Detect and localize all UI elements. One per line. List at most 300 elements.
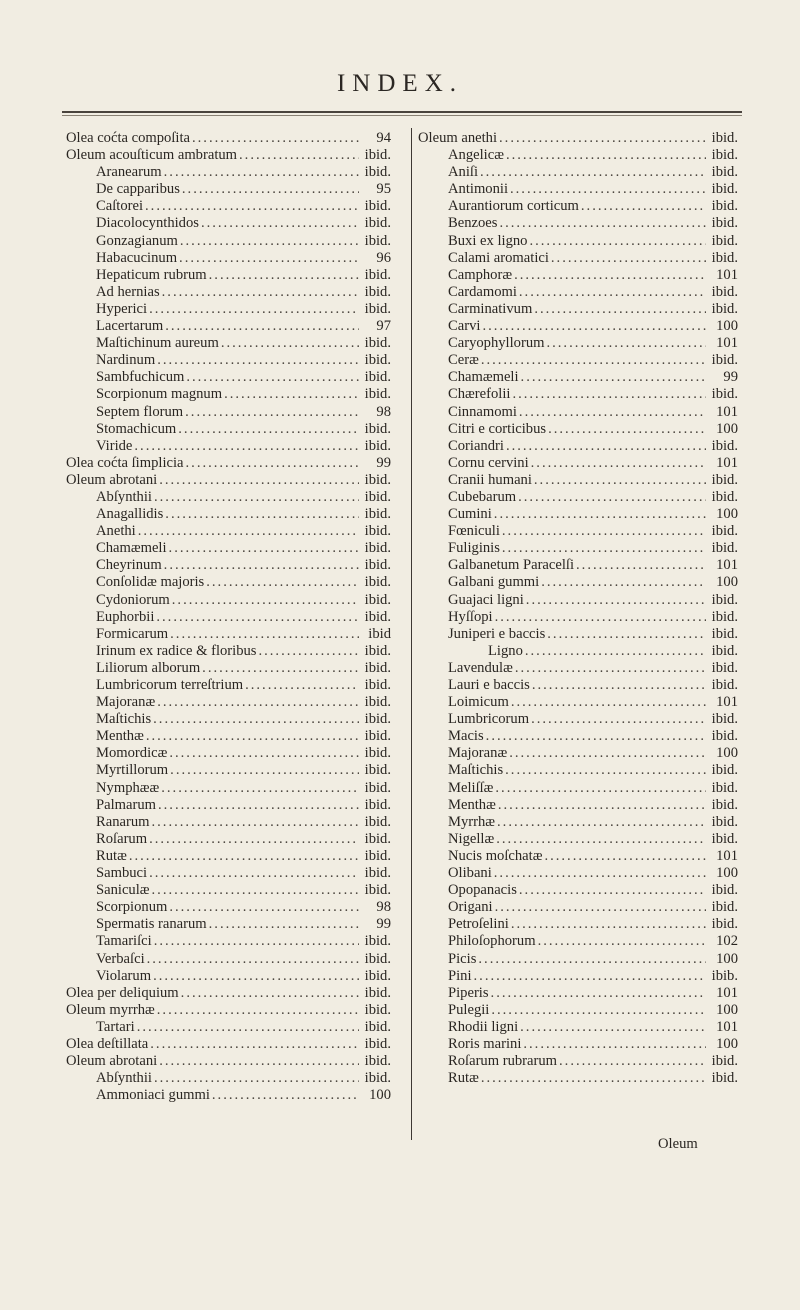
entry-name: Oleum anethi — [418, 130, 498, 146]
entry-name: Cinnamomi — [448, 403, 517, 420]
entry-name: Rhodii ligni — [448, 1018, 519, 1035]
entry-name: Myrrhæ — [448, 813, 496, 830]
index-entry — [418, 711, 738, 728]
index-entry — [418, 1019, 738, 1036]
entry-name: Picis — [448, 950, 477, 967]
entry-page: ibid. — [711, 608, 738, 625]
index-entry — [66, 523, 391, 540]
leader-dots — [531, 711, 706, 728]
entry-page: ibid. — [711, 540, 738, 557]
leader-dots — [161, 780, 359, 797]
index-entry — [418, 164, 738, 181]
entry-name: Aniſi — [448, 164, 478, 181]
index-entry — [66, 831, 391, 848]
leader-dots — [519, 284, 706, 301]
leader-dots — [532, 677, 706, 694]
index-entry — [66, 267, 391, 284]
entry-page: ibid. — [364, 523, 391, 540]
index-entry — [66, 660, 391, 677]
entry-page: ibid. — [711, 796, 738, 813]
entry-page: ibid. — [711, 249, 738, 266]
index-entry — [66, 557, 391, 574]
leader-dots — [156, 609, 359, 626]
entry-name: Viride — [96, 437, 133, 454]
leader-dots — [496, 831, 706, 848]
leader-dots — [157, 694, 359, 711]
index-entry — [418, 215, 738, 232]
entry-page: 98 — [376, 899, 391, 916]
entry-page: ibid. — [711, 1070, 738, 1087]
index-entry — [66, 592, 391, 609]
entry-page: ibid. — [364, 540, 391, 557]
entry-name: Aranearum — [96, 164, 162, 181]
leader-dots — [474, 968, 706, 985]
entry-page: ibid. — [711, 386, 738, 403]
entry-page: 95 — [376, 181, 391, 198]
leader-dots — [576, 557, 706, 574]
leader-dots — [149, 301, 359, 318]
leader-dots — [180, 233, 359, 250]
leader-dots — [506, 438, 706, 455]
entry-page: ibid. — [364, 232, 391, 249]
index-entry — [418, 540, 738, 557]
entry-page: ibid. — [364, 1035, 391, 1052]
entry-page: ibid. — [364, 728, 391, 745]
entry-name: Hyperici — [96, 300, 148, 317]
leader-dots — [544, 848, 706, 865]
entry-name: Sambfuchicum — [96, 369, 185, 386]
leader-dots — [209, 267, 359, 284]
entry-page: 97 — [376, 318, 391, 335]
leader-dots — [548, 421, 706, 438]
catchword: Oleum — [658, 1136, 698, 1152]
leader-dots — [146, 728, 359, 745]
leader-dots — [478, 951, 706, 968]
entry-page: ibid. — [364, 1053, 391, 1070]
index-entry — [66, 899, 391, 916]
entry-page: 101 — [716, 403, 738, 420]
leader-dots — [526, 592, 706, 609]
entry-name: Aurantiorum corticum — [448, 198, 579, 215]
entry-page: 100 — [716, 318, 738, 335]
entry-name: Septem florum — [96, 403, 184, 420]
leader-dots — [149, 865, 359, 882]
index-entry — [66, 951, 391, 968]
leader-dots — [515, 660, 706, 677]
index-entry — [66, 455, 391, 472]
entry-name: Nardinum — [96, 352, 156, 369]
leader-dots — [134, 438, 359, 455]
index-entry — [418, 592, 738, 609]
leader-dots — [178, 421, 359, 438]
leader-dots — [494, 865, 706, 882]
entry-name: Liliorum alborum — [96, 659, 201, 676]
entry-page: ibid. — [711, 762, 738, 779]
entry-page: ibid. — [711, 830, 738, 847]
entry-page: ibid. — [711, 899, 738, 916]
index-entry — [418, 335, 738, 352]
entry-name: Philoſophorum — [448, 933, 536, 950]
entry-page: ibid. — [364, 813, 391, 830]
index-entry — [418, 728, 738, 745]
entry-name: Euphorbii — [96, 608, 155, 625]
index-entry — [66, 728, 391, 745]
entry-name: Galbanetum Paracelſi — [448, 557, 575, 574]
entry-page: 99 — [376, 454, 391, 471]
entry-page: ibid. — [364, 659, 391, 676]
index-entry — [418, 318, 738, 335]
entry-name: Roris marini — [448, 1035, 522, 1052]
leader-dots — [209, 916, 359, 933]
entry-name: Scorpionum magnum — [96, 386, 223, 403]
leader-dots — [169, 540, 359, 557]
entry-page: ibid. — [364, 642, 391, 659]
leader-dots — [202, 660, 359, 677]
leader-dots — [486, 728, 706, 745]
entry-page: ibid. — [364, 830, 391, 847]
entry-name: Anethi — [96, 523, 136, 540]
entry-page: ibid. — [364, 335, 391, 352]
leader-dots — [520, 1019, 706, 1036]
entry-page: ibid. — [364, 967, 391, 984]
index-entry — [418, 489, 738, 506]
entry-name: Lumbricorum — [448, 711, 530, 728]
leader-dots — [491, 1002, 706, 1019]
index-entry — [66, 711, 391, 728]
index-entry — [418, 848, 738, 865]
leader-dots — [480, 164, 706, 181]
entry-page: 100 — [716, 506, 738, 523]
index-entry — [66, 489, 391, 506]
entry-page: 102 — [716, 933, 738, 950]
entry-page: 101 — [716, 335, 738, 352]
entry-name: Conſolidæ majoris — [96, 574, 205, 591]
index-entry — [418, 882, 738, 899]
leader-dots — [481, 352, 706, 369]
entry-name: Scorpionum — [96, 899, 168, 916]
entry-page: ibid. — [711, 642, 738, 659]
entry-name: Rutæ — [448, 1070, 479, 1087]
entry-page: ibid. — [364, 1001, 391, 1018]
entry-page: ibid. — [364, 950, 391, 967]
entry-page: ibid. — [364, 420, 391, 437]
entry-page: ibid. — [711, 437, 738, 454]
entry-page: 98 — [376, 403, 391, 420]
entry-name: Carminativum — [448, 300, 533, 317]
leader-dots — [212, 1087, 359, 1104]
entry-page: ibid. — [364, 386, 391, 403]
entry-name: Galbani gummi — [448, 574, 540, 591]
entry-name: Pini — [448, 967, 472, 984]
entry-page: ibid. — [711, 181, 738, 198]
leader-dots — [165, 506, 359, 523]
entry-name: Lavendulæ — [448, 659, 513, 676]
leader-dots — [170, 762, 359, 779]
column-divider — [411, 128, 412, 1140]
index-entry — [66, 762, 391, 779]
entry-page: ibid. — [364, 1018, 391, 1035]
entry-name: Nigellæ — [448, 830, 495, 847]
entry-page: ibid. — [711, 471, 738, 488]
entry-name: Ammoniaci gummi — [96, 1087, 210, 1104]
entry-name: Petroſelini — [448, 916, 509, 933]
entry-page: ibid. — [364, 574, 391, 591]
entry-name: Tamariſci — [96, 933, 152, 950]
index-entry — [418, 831, 738, 848]
leader-dots — [534, 472, 706, 489]
entry-name: Opopanacis — [448, 882, 517, 899]
entry-name: Cardamomi — [448, 283, 517, 300]
entry-page: ibid. — [364, 847, 391, 864]
leader-dots — [138, 523, 359, 540]
index-entry — [418, 352, 738, 369]
index-entry — [418, 985, 738, 1002]
entry-name: Menthæ — [96, 728, 144, 745]
entry-name: Roſarum — [96, 830, 148, 847]
index-entry — [66, 609, 391, 626]
entry-name: Palmarum — [96, 796, 156, 813]
index-entry — [418, 1070, 738, 1087]
entry-page: ibid. — [711, 130, 738, 146]
entry-name: Chamæmeli — [448, 369, 519, 386]
leader-dots — [185, 404, 359, 421]
entry-page: 100 — [716, 865, 738, 882]
leader-dots — [150, 1036, 359, 1053]
index-entry — [418, 643, 738, 660]
entry-page: ibid. — [364, 215, 391, 232]
entry-name: Irinum ex radice & floribus — [96, 642, 257, 659]
leader-dots — [547, 626, 706, 643]
entry-name: Olea coćta ſimplicia — [66, 454, 184, 471]
index-entry — [418, 369, 738, 386]
entry-page: ibid. — [711, 677, 738, 693]
entry-name: Origani — [448, 899, 493, 916]
index-entry — [66, 438, 391, 455]
entry-name: Oleum abrotani — [66, 471, 158, 488]
entry-name: Lauri e baccis — [448, 677, 530, 693]
entry-page: ibid. — [364, 677, 391, 693]
entry-name: Momordicæ — [96, 745, 168, 762]
index-entry — [418, 523, 738, 540]
index-entry — [66, 694, 391, 711]
entry-page: 100 — [716, 745, 738, 762]
leader-dots — [519, 882, 706, 899]
entry-page: ibid. — [364, 608, 391, 625]
entry-name: Abſynthii — [96, 488, 152, 505]
index-entry — [66, 352, 391, 369]
leader-dots — [523, 1036, 706, 1053]
leader-dots — [157, 352, 359, 369]
entry-name: Anagallidis — [96, 506, 164, 523]
entry-name: Calami aromatici — [448, 249, 549, 266]
entry-name: Ligno — [488, 642, 523, 659]
entry-name: Rutæ — [96, 847, 127, 864]
index-entry — [418, 421, 738, 438]
entry-name: Olea coćta compoſita — [66, 130, 190, 146]
leader-dots — [169, 899, 359, 916]
entry-page: 99 — [376, 916, 391, 933]
leader-dots — [258, 643, 359, 660]
entry-name: Oleum myrrhæ — [66, 1001, 155, 1018]
index-entry — [418, 968, 738, 985]
index-entry — [66, 130, 391, 147]
entry-name: Cheyrinum — [96, 557, 162, 574]
entry-page: ibid. — [364, 198, 391, 215]
entry-name: Maſtichis — [448, 762, 504, 779]
entry-page: 101 — [716, 694, 738, 711]
leader-dots — [186, 369, 359, 386]
entry-page: ibid. — [364, 506, 391, 523]
leader-dots — [157, 1002, 359, 1019]
index-entry — [66, 1053, 391, 1070]
entry-name: Fœniculi — [448, 523, 500, 540]
leader-dots — [206, 574, 359, 591]
leader-dots — [519, 404, 706, 421]
index-entry — [418, 694, 738, 711]
entry-page: ibid. — [364, 745, 391, 762]
index-entry — [66, 933, 391, 950]
leader-dots — [495, 609, 706, 626]
index-entry — [66, 916, 391, 933]
entry-page: ibid. — [364, 865, 391, 882]
leader-dots — [511, 916, 706, 933]
entry-page: ibid. — [364, 984, 391, 1001]
entry-page: 101 — [716, 454, 738, 471]
index-entry — [418, 181, 738, 198]
index-entry — [418, 404, 738, 421]
entry-name: Carvi — [448, 318, 481, 335]
entry-name: Caryophyllorum — [448, 335, 545, 352]
entry-page: ibid. — [364, 147, 391, 164]
entry-name: Majoranæ — [96, 694, 156, 711]
leader-dots — [159, 472, 359, 489]
index-entry — [66, 506, 391, 523]
index-entry — [418, 1002, 738, 1019]
entry-page: ibid. — [711, 813, 738, 830]
entry-name: Piperis — [448, 984, 489, 1001]
entry-name: Abſynthii — [96, 1070, 152, 1087]
leader-dots — [153, 711, 359, 728]
entry-name: Myrtillorum — [96, 762, 169, 779]
index-entry — [66, 164, 391, 181]
index-entry — [418, 609, 738, 626]
entry-page: 101 — [716, 557, 738, 574]
index-entry — [66, 848, 391, 865]
entry-name: Coriandri — [448, 437, 504, 454]
entry-page: ibid. — [711, 625, 738, 642]
entry-page: 101 — [716, 266, 738, 283]
entry-name: Sambuci — [96, 865, 148, 882]
entry-page: ibid. — [711, 300, 738, 317]
entry-page: 101 — [716, 847, 738, 864]
entry-page: ibid. — [364, 557, 391, 574]
entry-page: ibid. — [711, 659, 738, 676]
leader-dots — [245, 677, 359, 694]
index-entry — [66, 865, 391, 882]
index-entry — [418, 130, 738, 147]
entry-name: Oleum abrotani — [66, 1053, 158, 1070]
index-entry — [418, 250, 738, 267]
index-entry — [418, 284, 738, 301]
entry-name: Maſtichinum aureum — [96, 335, 219, 352]
index-entry — [418, 301, 738, 318]
index-entry — [66, 882, 391, 899]
index-entry — [66, 215, 391, 232]
index-entry — [418, 557, 738, 574]
entry-name: Roſarum rubrarum — [448, 1053, 558, 1070]
index-entry — [66, 284, 391, 301]
leader-dots — [224, 386, 359, 403]
leader-dots — [179, 250, 359, 267]
entry-name: De capparibus — [96, 181, 180, 198]
leader-dots — [164, 164, 359, 181]
entry-name: Stomachicum — [96, 420, 177, 437]
entry-page: 100 — [369, 1087, 391, 1104]
index-entry — [66, 985, 391, 1002]
index-column-left — [66, 130, 391, 1104]
entry-page: ibid. — [711, 916, 738, 933]
entry-page: ibid. — [711, 164, 738, 181]
index-entry — [66, 250, 391, 267]
leader-dots — [581, 198, 706, 215]
index-entry — [418, 660, 738, 677]
entry-name: Camphoræ — [448, 266, 513, 283]
entry-name: Oleum acouſticum ambratum — [66, 147, 238, 164]
entry-page: ibid. — [364, 164, 391, 181]
leader-dots — [169, 745, 359, 762]
index-entry — [418, 677, 738, 694]
index-entry — [418, 916, 738, 933]
entry-name: Cranii humani — [448, 471, 532, 488]
leader-dots — [152, 814, 360, 831]
page-title: INDEX. — [336, 70, 463, 97]
entry-name: Saniculæ — [96, 882, 150, 899]
entry-name: Angelicæ — [448, 147, 504, 164]
entry-name: Cydoniorum — [96, 591, 170, 608]
header-rule-thin — [62, 115, 742, 116]
entry-page: 99 — [723, 369, 738, 386]
entry-name: Caſtorei — [96, 198, 144, 215]
leader-dots — [201, 215, 359, 232]
index-entry — [66, 677, 391, 694]
leader-dots — [221, 335, 359, 352]
entry-page: 100 — [716, 1035, 738, 1052]
entry-page: ibid. — [364, 352, 391, 369]
leader-dots — [495, 780, 706, 797]
leader-dots — [182, 181, 359, 198]
leader-dots — [499, 215, 706, 232]
index-entry — [66, 643, 391, 660]
entry-page: ibid. — [711, 352, 738, 369]
leader-dots — [147, 951, 359, 968]
index-entry — [418, 386, 738, 403]
leader-dots — [154, 1070, 359, 1087]
leader-dots — [152, 882, 359, 899]
index-entry — [418, 506, 738, 523]
leader-dots — [481, 1070, 706, 1087]
entry-page: ibid. — [364, 369, 391, 386]
header-rule — [62, 111, 742, 113]
index-entry — [66, 780, 391, 797]
entry-page: ibid. — [711, 488, 738, 505]
entry-page: ibid. — [711, 232, 738, 249]
entry-page: ibid. — [364, 591, 391, 608]
leader-dots — [172, 592, 359, 609]
leader-dots — [559, 1053, 706, 1070]
index-entry — [66, 147, 391, 164]
entry-name: Diacolocynthidos — [96, 215, 199, 232]
entry-page: 100 — [716, 420, 738, 437]
